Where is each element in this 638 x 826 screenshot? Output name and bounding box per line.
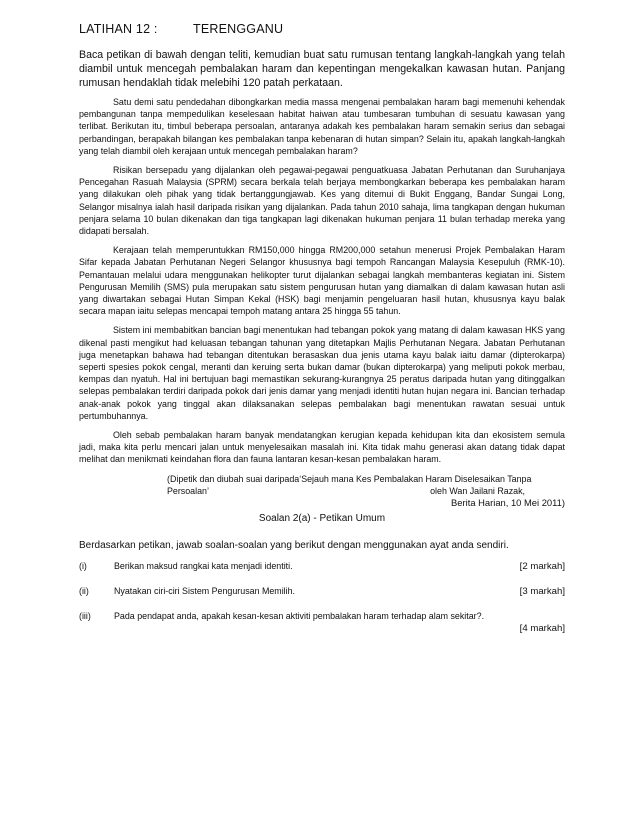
question-instruction: Berdasarkan petikan, jawab soalan-soalan yang berikut dengan menggunakan ayat anda sendiri. xyxy=(79,539,509,551)
summary-instruction: Baca petikan di bawah dengan teliti, kemudian buat satu rumusan tentang langkah-langkah yang telah diambil untuk mencegah pembalakan haram dan kepentingan mengekalkan kawasan hutan. Panjang rumusan hendaklah tidak melebihi 120 patah perkataan. xyxy=(79,49,565,89)
state-name: TERENGGANU xyxy=(193,22,284,36)
question-number: (i) xyxy=(79,560,87,571)
citation-author: oleh Wan Jailani Razak, xyxy=(430,485,525,496)
passage-paragraph: Satu demi satu pendedahan dibongkarkan media massa mengenai pembalakan haram bagi memenuhi kehendak pembangunan tanpa mempedulikan keselesaan habitat haiwan atau tumbesaran tumbuhan di sesuatu kawasan yang terlibat. Berikutan itu, timbul beberapa persoalan, antaranya adakah kes pembalakan haram semakin serius dan sebagai perbandingan, berapakah bilangan kes pembalakan tanpa kebenaran di hutan simpan? Selain itu, apakah langkah-langkah yang telah diambil oleh kerajaan untuk mencegah pembalakan haram? xyxy=(79,97,565,156)
exercise-header xyxy=(79,22,565,38)
source-citation xyxy=(79,473,565,511)
passage-paragraph: Sistem ini membabitkan bancian bagi menentukan had tebangan pokok yang matang di dalam kawasan HKS yang dikenal pasti mengikut had keluasan tebangan tahunan yang ditetapkan Majlis Perhutanan Negara. Jabatan Perhutanan juga menetapkan bahawa had tebangan ditentukan berasaskan dua jenis utama kayu balak iaitu damar (dipterokarpa) seperti spesies pokok cengal, meranti dan keruing serta bukan damar (bukan dipterokarpa) yang meliputi pokok merbau, kempas dan nyatuh. Hal ini bertujuan bagi memastikan sekurang-kurangnya 25 peratus daripada hutan yang ditinggalkan selepas pembalakan terdiri daripada pokok dari jenis damar yang menjadi identiti hutan hujan negara ini. Bancian terhadap anak-anak pokok yang tinggal akan dilaksanakan selepas pembalakan bagi menentukan rawatan sesuai untuk pertumbuhannya. xyxy=(79,325,565,421)
passage-paragraph: Kerajaan telah memperuntukkan RM150,000 hingga RM200,000 setahun menerusi Projek Pembalakan Haram Sifar kepada Jabatan Perhutanan Negeri Selangor khususnya bagi tempoh Rancangan Malaysia Kesepuluh (RMK-10). Pemantauan melalui udara menggunakan helikopter turut dijalankan sebagai langkah membanteras kegiatan ini. Sistem Pengurusan Memilih (SMS) pula merupakan satu sistem pengurusan hutan yang diamalkan di dalam kawasan hutan asli yang diwartakan sebagai Hutan Simpan Kekal (HSK) bagi menjamin pengeluaran hasil hutan, khususnya kayu balak secara mapan iaitu selepas mencapai tempoh matang antara 25 hingga 55 tahun. xyxy=(79,245,565,317)
document-page xyxy=(79,22,565,643)
question-number: (ii) xyxy=(79,585,89,596)
question-number: (iii) xyxy=(79,610,91,621)
question-marks: [3 markah] xyxy=(519,585,565,597)
question-item xyxy=(79,611,565,643)
question-marks: [2 markah] xyxy=(519,560,565,572)
reading-passage xyxy=(79,96,565,466)
citation-title: (Dipetik dan diubah suai daripada‘Sejauh mana Kes Pembalakan Haram Diselesaikan Tanpa Persoalan’ xyxy=(167,473,532,497)
passage-paragraph: Oleh sebab pembalakan haram banyak mendatangkan kerugian kepada kehidupan kita dan ekosistem semula jadi, maka kita perlu mencari jalan untuk menyelesaikan masalah ini. Kita tidak mahu generasi akan datang tidak dapat melihat dan menikmati keindahan flora dan fauna lantaran kesan-kesan pembalakan haram. xyxy=(79,430,565,465)
question-text: Pada pendapat anda, apakah kesan-kesan aktiviti pembalakan haram terhadap alam sekitar?. xyxy=(114,610,485,621)
question-text: Nyatakan ciri-ciri Sistem Pengurusan Memilih. xyxy=(114,585,296,596)
exercise-number: LATIHAN 12 : xyxy=(79,22,158,36)
question-list xyxy=(79,561,565,643)
question-item xyxy=(79,586,565,611)
question-item xyxy=(79,561,565,586)
section-title: Soalan 2(a) - Petikan Umum xyxy=(258,512,386,524)
passage-paragraph: Risikan bersepadu yang dijalankan oleh pegawai-pegawai penguatkuasa Jabatan Perhutanan dan Suruhanjaya Pencegahan Rasuah Malaysia (SPRM) secara berkala telah berjaya membongkarkan beberapa kes pembalakan haram yang dilakukan oleh pihak yang tidak bertanggungjawab. Kes yang ditemui di Bukit Enggang, Bandar Sungai Long, Selangor misalnya ialah hasil daripada risikan yang dijalankan. Pada tahun 2010 sahaja, lima tangkapan dengan hukuman penjara selama 10 bulan dikenakan dan tiga tangkapan lagi dikenakan hukuman penjara 11 bulan terhadap mereka yang didapati bersalah. xyxy=(79,165,565,237)
citation-publication: Berita Harian, 10 Mei 2011) xyxy=(451,496,565,508)
question-marks: [4 markah] xyxy=(519,622,565,634)
question-text: Berikan maksud rangkai kata menjadi identiti. xyxy=(114,560,293,571)
